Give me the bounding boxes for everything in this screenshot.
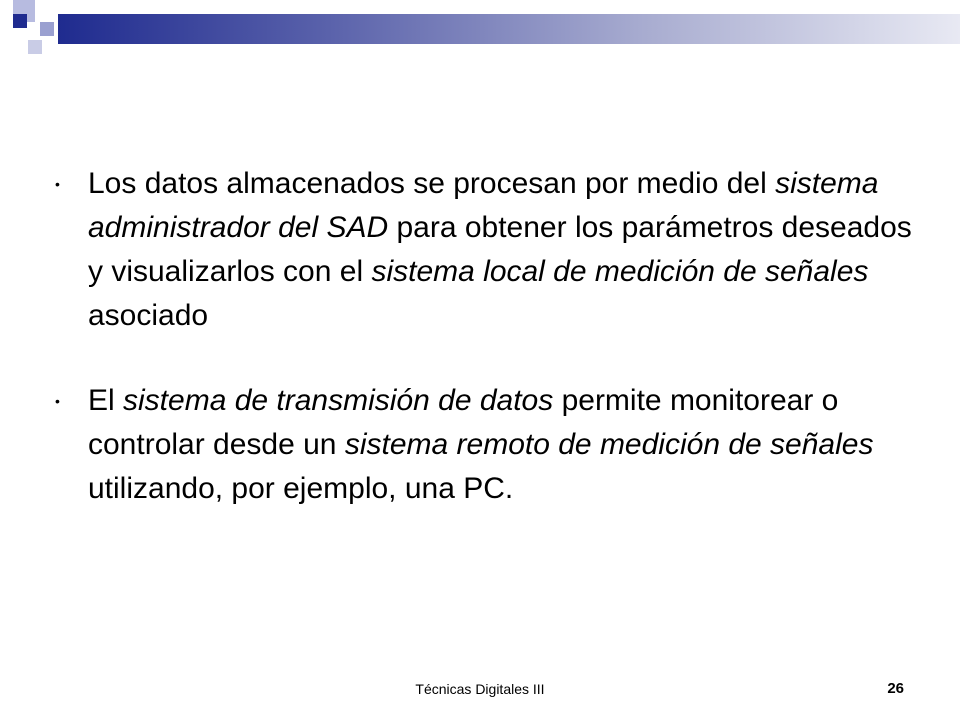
bullet-text-run: utilizando, por ejemplo, una PC. [88, 472, 514, 505]
bullet-item [55, 379, 915, 511]
bullet-text-emphasis: sistema remoto de medición de señales [344, 428, 874, 461]
bullet-icon: • [55, 176, 60, 192]
bullet-item [55, 162, 915, 338]
bullet-text-run: asociado [88, 299, 209, 332]
bullet-text-run: para obtener los parámetros deseados y visualizarlos con el [88, 211, 912, 288]
bullet-icon: • [55, 393, 60, 409]
bullet-text-emphasis: sistema administrador del SAD [88, 167, 879, 244]
bullet-text-run: Los datos almacenados se procesan por medio del [88, 167, 776, 200]
corner-square-small [28, 40, 42, 54]
corner-square-mid [40, 22, 54, 36]
corner-square-dark [13, 14, 27, 28]
slide-content [55, 162, 915, 552]
bullet-text [88, 162, 915, 338]
bullet-text-emphasis: sistema local de medición de señales [371, 255, 869, 288]
corner-decoration [0, 0, 60, 60]
bullet-text [88, 379, 915, 511]
header-gradient-bar [58, 14, 960, 44]
bullet-text-run: El [88, 384, 124, 417]
page-number: 26 [887, 680, 904, 697]
footer-title: Técnicas Digitales III [415, 681, 545, 697]
bullet-text-run: permite monitorear o controlar desde un [88, 384, 839, 461]
bullet-text-emphasis: sistema de transmisión de datos [123, 384, 554, 417]
